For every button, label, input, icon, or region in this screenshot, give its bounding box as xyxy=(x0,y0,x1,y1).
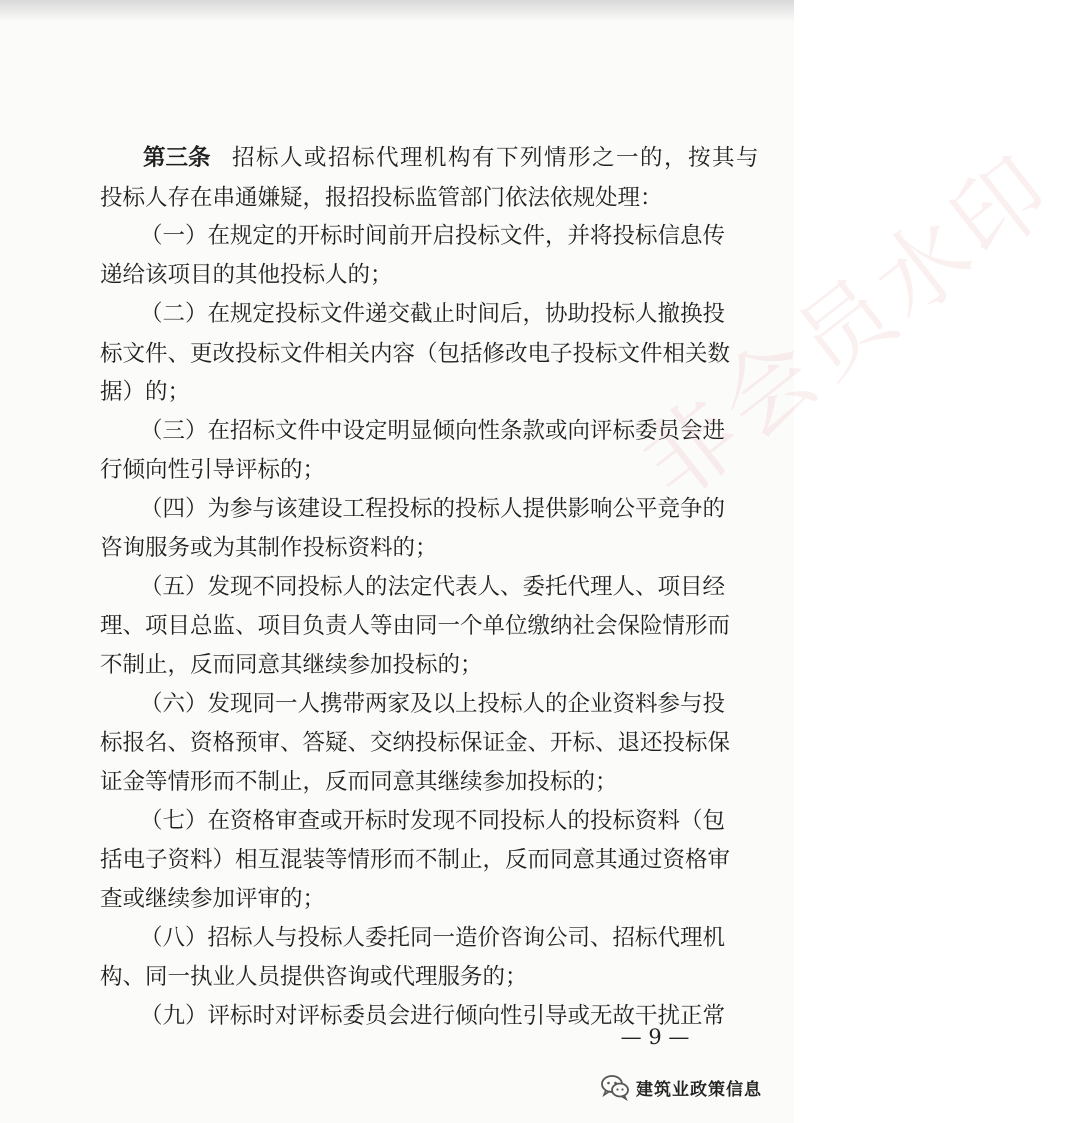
text-line: （六）发现同一人携带两家及以上投标人的企业资料参与投 xyxy=(140,691,726,717)
text-line: 投标人存在串通嫌疑，报招投标监管部门依法依规处理： xyxy=(100,185,663,211)
text-line: （二）在规定投标文件递交截止时间后，协助投标人撤换投 xyxy=(140,301,726,327)
text-line: （九）评标时对评标委员会进行倾向性引导或无故干扰正常 xyxy=(140,1003,726,1029)
text-line: （三）在招标文件中设定明显倾向性条款或向评标委员会进 xyxy=(140,418,726,444)
paragraph-line xyxy=(0,411,794,451)
paragraph-line xyxy=(0,918,794,958)
scan-edge-shadow xyxy=(0,0,794,22)
paragraph-line xyxy=(0,957,794,997)
paragraph-line xyxy=(0,567,794,607)
text-line: （八）招标人与投标人委托同一造价咨询公司、招标代理机 xyxy=(140,925,726,951)
paragraph-line xyxy=(0,606,794,646)
text-line: 行倾向性引导评标的； xyxy=(100,457,326,483)
paragraph-line xyxy=(0,450,794,490)
text-line: 构、同一执业人员提供咨询或代理服务的； xyxy=(100,964,528,990)
paragraph-line xyxy=(0,684,794,724)
paragraph-line xyxy=(0,645,794,685)
paragraph-line xyxy=(0,840,794,880)
paragraph-line xyxy=(0,528,794,568)
text-line: （五）发现不同投标人的法定代表人、委托代理人、项目经 xyxy=(140,574,726,600)
text-line: 不制止，反而同意其继续参加投标的； xyxy=(100,652,483,678)
paragraph-line xyxy=(0,372,794,412)
text-line: 证金等情形而不制止，反而同意其继续参加投标的； xyxy=(100,769,618,795)
paragraph-line xyxy=(0,762,794,802)
page-number: — 9 — xyxy=(620,1025,690,1049)
text-line: 标文件、更改投标文件相关内容（包括修改电子投标文件相关数 xyxy=(100,341,731,367)
paragraph-line xyxy=(0,334,794,374)
paragraph-line xyxy=(0,255,794,295)
text-line: 标报名、资格预审、答疑、交纳投标保证金、开标、退还投标保 xyxy=(100,730,731,756)
text-line: 括电子资料）相互混装等情形而不制止，反而同意其通过资格审 xyxy=(100,847,731,873)
paragraph-line xyxy=(0,216,794,256)
paragraph-line xyxy=(0,178,794,218)
article-heading: 第三条 xyxy=(143,145,211,171)
paragraph-line xyxy=(0,801,794,841)
paragraph-line xyxy=(0,294,794,334)
text-line: 理、项目总监、项目负责人等由同一个单位缴纳社会保险情形而 xyxy=(100,613,731,639)
footer-brand[interactable] xyxy=(600,1073,762,1101)
text-line: （七）在资格审查或开标时发现不同投标人的投标资料（包 xyxy=(140,808,726,834)
text-line: （四）为参与该建设工程投标的投标人提供影响公平竞争的 xyxy=(140,496,726,522)
text-line: 递给该项目的其他投标人的； xyxy=(100,262,393,288)
brand-name: 建筑业政策信息 xyxy=(636,1079,762,1100)
paragraph-line xyxy=(0,138,794,178)
text-line: 查或继续参加评审的； xyxy=(100,886,326,912)
watermark: 非会员水印 xyxy=(622,134,1075,521)
text-line: （一）在规定的开标时间前开启投标文件，并将投标信息传 xyxy=(140,223,726,249)
paragraph-line xyxy=(0,489,794,529)
wechat-icon xyxy=(600,1074,630,1100)
text-line: 据）的； xyxy=(100,379,191,405)
text-line: 招标人或招标代理机构有下列情形之一的，按其与 xyxy=(232,145,761,171)
paragraph-line xyxy=(0,723,794,763)
text-line: 咨询服务或为其制作投标资料的； xyxy=(100,535,438,561)
paragraph-line xyxy=(0,879,794,919)
